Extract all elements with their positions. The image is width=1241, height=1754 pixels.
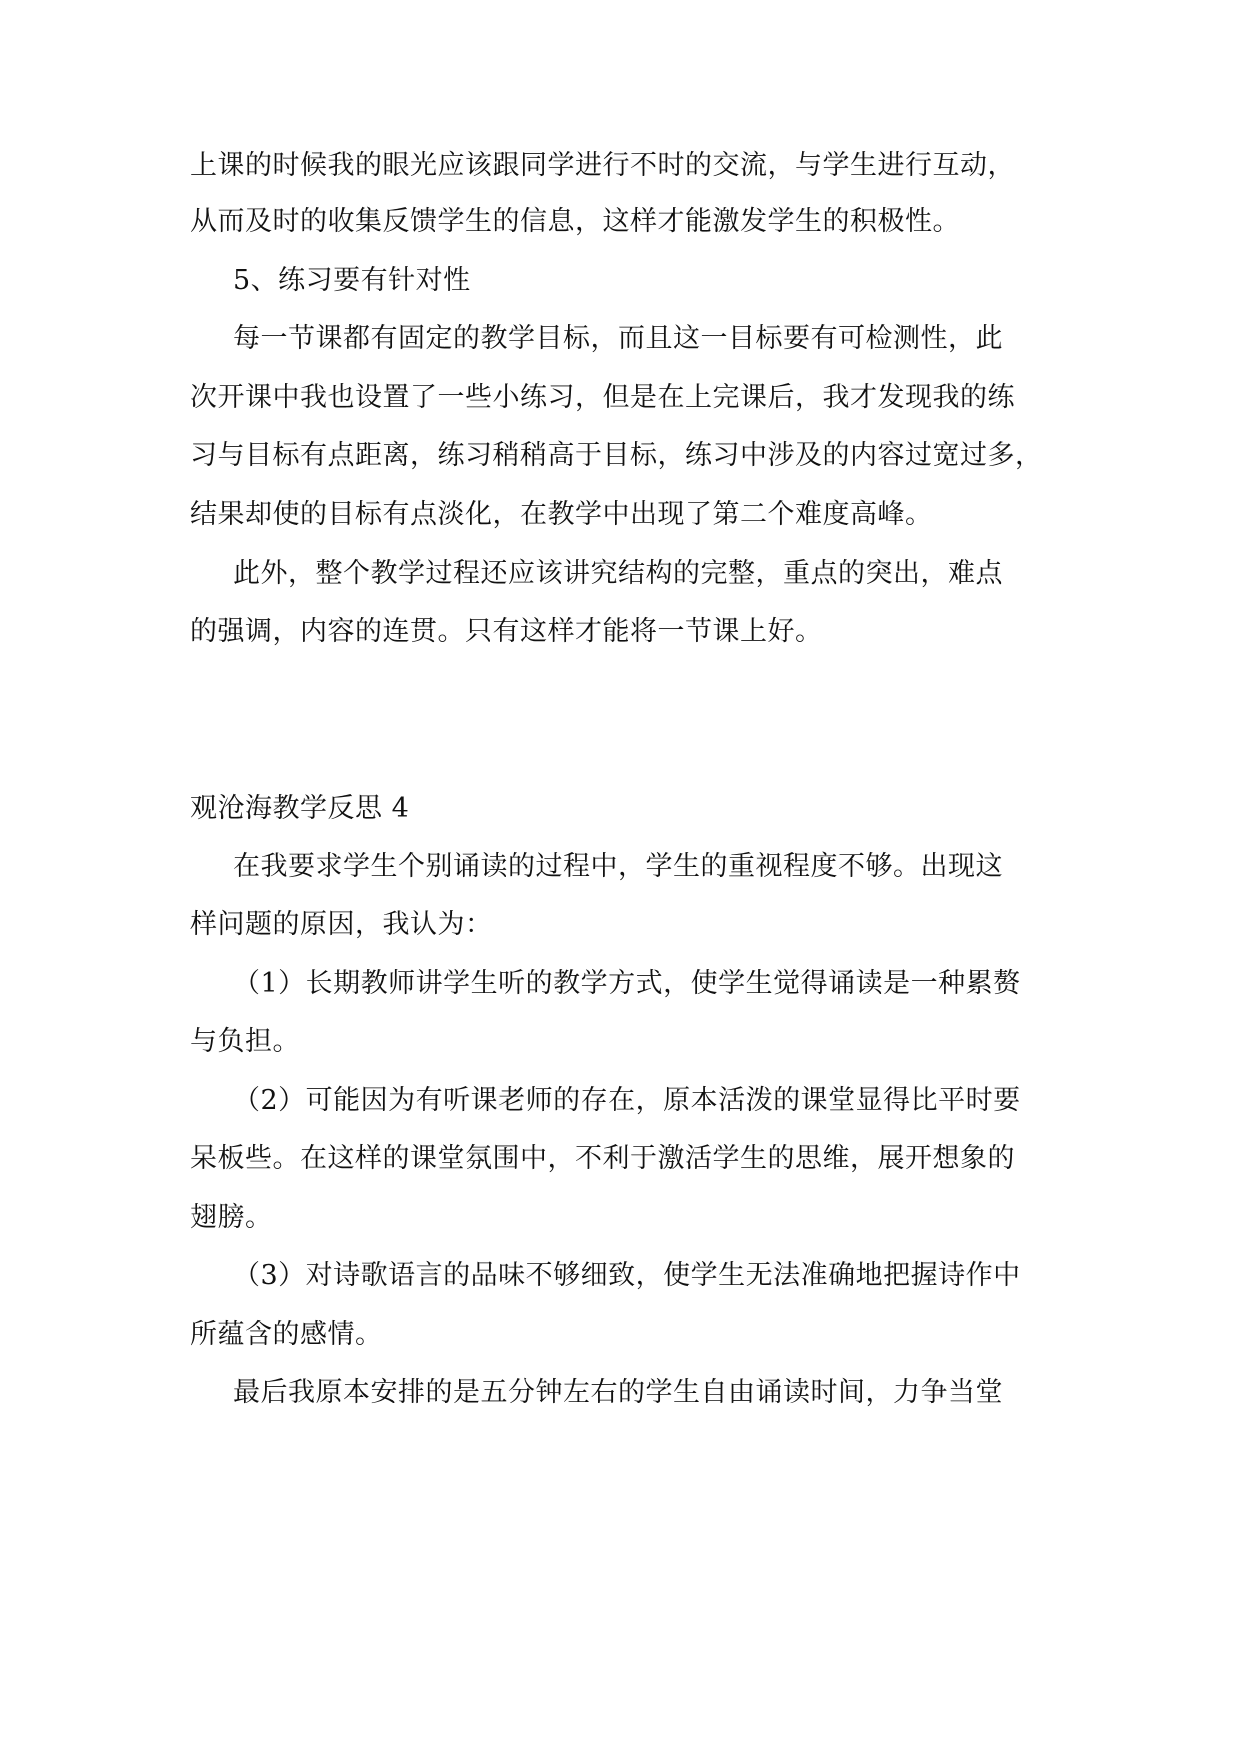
body-line: 此外，整个教学过程还应该讲究结构的完整，重点的突出，难点 [233,558,1003,589]
body-line: 翅膀。 [190,1202,273,1233]
body-line: 在我要求学生个别诵读的过程中，学生的重视程度不够。出现这 [233,851,1003,882]
body-line: 最后我原本安排的是五分钟左右的学生自由诵读时间，力争当堂 [233,1377,1003,1408]
body-line: 与负担。 [190,1026,300,1057]
body-line: 结果却使的目标有点淡化，在教学中出现了第二个难度高峰。 [190,499,933,530]
body-line: 所蕴含的感情。 [190,1319,383,1350]
list-item: （3）对诗歌语言的品味不够细致，使学生无法准确地把握诗作中 [233,1260,1021,1291]
body-line: 从而及时的收集反馈学生的信息，这样才能激发学生的积极性。 [190,206,960,237]
body-line: 的强调，内容的连贯。只有这样才能将一节课上好。 [190,616,823,647]
list-item: （2）可能因为有听课老师的存在，原本活泼的课堂显得比平时要 [233,1085,1021,1116]
list-item: （1）长期教师讲学生听的教学方式，使学生觉得诵读是一种累赘 [233,968,1021,999]
body-line: 上课的时候我的眼光应该跟同学进行不时的交流，与学生进行互动， [190,150,1015,181]
body-line: 次开课中我也设置了一些小练习，但是在上完课后，我才发现我的练 [190,382,1015,413]
body-line: 习与目标有点距离，练习稍稍高于目标，练习中涉及的内容过宽过多， [190,440,1043,471]
body-line: 样问题的原因，我认为： [190,909,493,940]
section-title: 观沧海教学反思 4 [190,793,410,824]
body-line: 呆板些。在这样的课堂氛围中，不利于激活学生的思维，展开想象的 [190,1143,1015,1174]
section-heading: 5、练习要有针对性 [233,265,471,296]
body-line: 每一节课都有固定的教学目标，而且这一目标要有可检测性，此 [233,323,1003,354]
